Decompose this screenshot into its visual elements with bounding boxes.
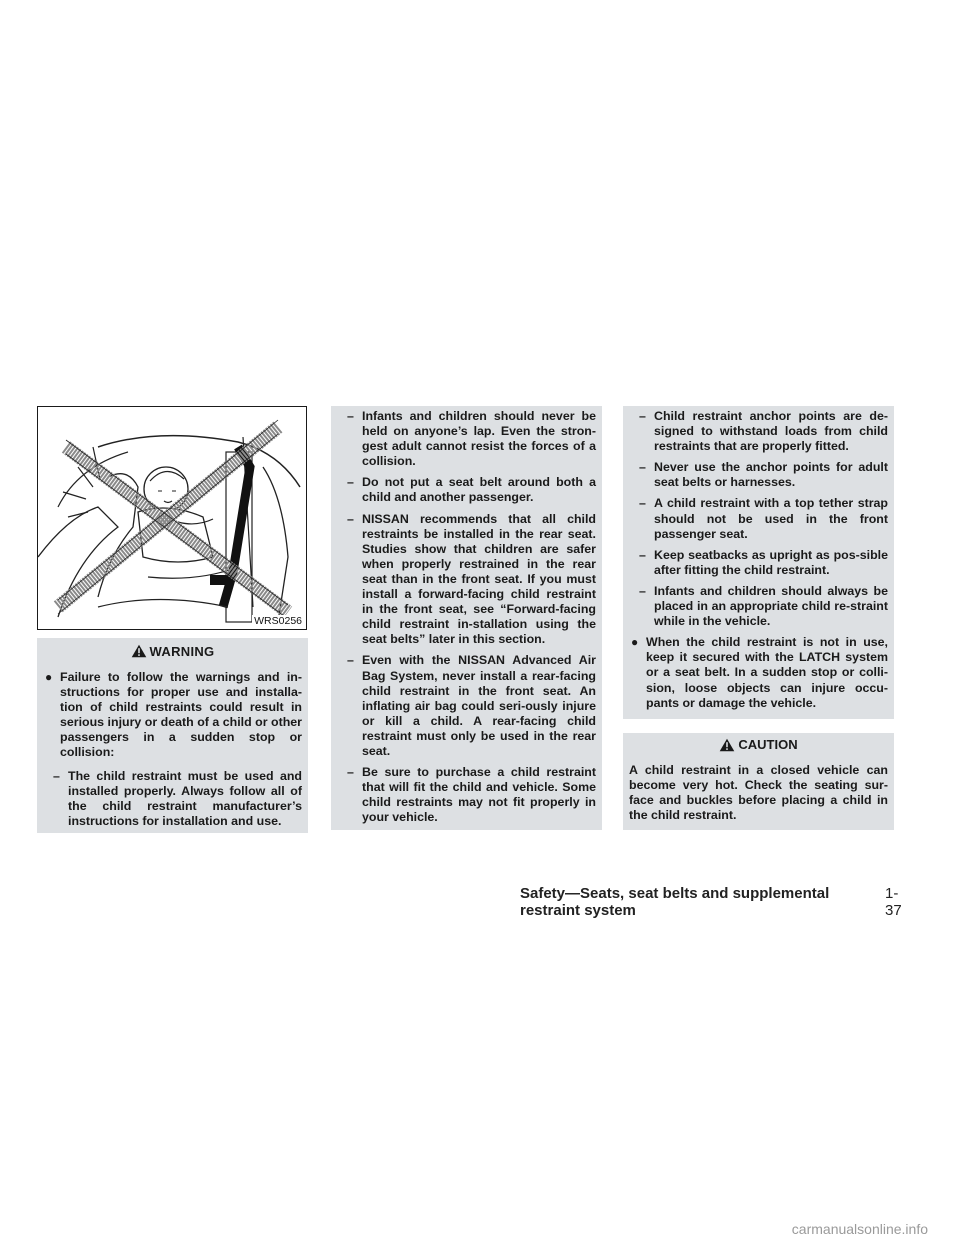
warning-bullet-2-text: When the child restraint is not in use, keep it secured with the LATCH system or a seat belt. In a sudden stop or colli-sion, loose objects can injure occu-pants or damage the vehicle. [646,635,888,710]
warning-dash-text: Be sure to purchase a child restraint that will fit the child and vehicle. Some child restraints may not fit properly in your vehicle. [362,765,596,825]
warning-dash-item: – A child restraint with a top tether strap should not be used in the front passenger seat. [639,496,888,541]
warning-body-col2 [331,406,602,830]
warning-title: WARNING [149,643,215,659]
warning-dash-text: Keep seatbacks as upright as pos-sible after fitting the child restraint. [654,547,888,577]
warning-dash-text: Even with the NISSAN Advanced Air Bag System, never install a rear-facing child restraint in the front seat. An inflating air bag could seri-ously injure or kill a child. A rear-facing child restraint must only be used in the rear seat. [362,653,596,758]
column-2 [331,406,602,830]
figure-code: WRS0256 [254,615,302,627]
warning-body-col3 [623,406,894,719]
child-restraint-illustration [37,406,307,630]
warning-dash-text: NISSAN recommends that all child restraints be installed in the rear seat. Studies show that children are safer when properly restrained in the rear seat than in the front seat. If you must install a forward-facing child restraint in the front seat, see “Forward-facing child restraint in-stallation using the seat belts” later in this section. [362,511,596,647]
warning-bullet-2 [629,635,888,710]
warning-dash-item: – Infants and children should never be held on anyone’s lap. Even the stron-gest adult cannot resist the forces of a collision. [347,409,596,469]
warning-dash-text: Do not put a seat belt around both a child and another passenger. [362,475,596,505]
watermark: carmanualsonline.info [791,1221,928,1237]
page-footer [520,885,910,919]
caution-text: A child restraint in a closed vehicle can become very hot. Check the seating sur-face and buckles before placing a child in the child restraint. [629,762,888,822]
warning-dash-item: – Even with the NISSAN Advanced Air Bag System, never install a rear-facing child restraint in the front seat. An inflating air bag could seri-ously injure or kill a child. A rear-facing child restraint must only be used in the rear seat. [347,653,596,758]
caution-body [623,757,894,830]
warning-dash-item: – Never use the anchor points for adult seat belts or harnesses. [639,460,888,490]
warning-bullet-1 [43,670,302,761]
warning-dash-item: – Infants and children should always be placed in an appropriate child re-straint while in the vehicle. [639,583,888,629]
warning-dash-item: – Be sure to purchase a child restraint that will fit the child and vehicle. Some child restraints may not fit properly in your vehicle. [347,765,596,825]
warning-dash-item: – The child restraint must be used and installed properly. Always follow all of the child restraint manufacturer’s instructions for installation and use. [53,768,302,828]
warning-dash-item: – Keep seatbacks as upright as pos-sible after fitting the child restraint. [639,547,888,577]
page-number: 1-37 [885,885,902,919]
caution-triangle-icon [719,738,735,752]
warning-dash-item: – Do not put a seat belt around both a child and another passenger. [347,475,596,505]
warning-body-col1 [37,664,308,833]
warning-dash-text: Never use the anchor points for adult seat belts or harnesses. [654,460,888,490]
bullet-dot-icon: ● [45,670,53,684]
warning-dash-item: – NISSAN recommends that all child restraints be installed in the rear seat. Studies show that children are safer when properly restrained in the rear seat than in the front seat. If you must install a forward-facing child restraint in the front seat, see “Forward-facing child restraint in-stallation using the seat belts” later in this section. [347,511,596,647]
warning-dash-text: A child restraint with a top tether strap should not be used in the front passenger seat. [654,496,888,541]
bullet-dot-icon: ● [631,635,639,650]
warning-triangle-icon [131,644,147,658]
section-title: Safety—Seats, seat belts and supplemental restraint system [520,885,830,919]
warning-dash-text: Child restraint anchor points are de-signed to withstand loads from child restraints that are properly fitted. [654,409,888,454]
caution-header [623,733,894,757]
warning-dash-text: Infants and children should always be placed in an appropriate child re-straint while in the vehicle. [654,583,888,629]
column-1 [37,406,308,833]
warning-dash-text: The child restraint must be used and installed properly. Always follow all of the child restraint manufacturer’s instructions for installation and use. [68,768,302,828]
warning-dash-text: Infants and children should never be held on anyone’s lap. Even the stron-gest adult cannot resist the forces of a collision. [362,409,596,469]
warning-dash-item: – Child restraint anchor points are de-signed to withstand loads from child restraints that are properly fitted. [639,409,888,454]
caution-title: CAUTION [738,737,798,753]
warning-header [37,638,308,664]
child-on-lap-crossed-out-image [38,407,306,629]
warning-bullet-1-text: Failure to follow the warnings and in-structions for proper use and installa-tion of child restraints could result in serious injury or death of a child or other passengers in a sudden stop or collision: [60,670,302,760]
column-3 [623,406,894,830]
